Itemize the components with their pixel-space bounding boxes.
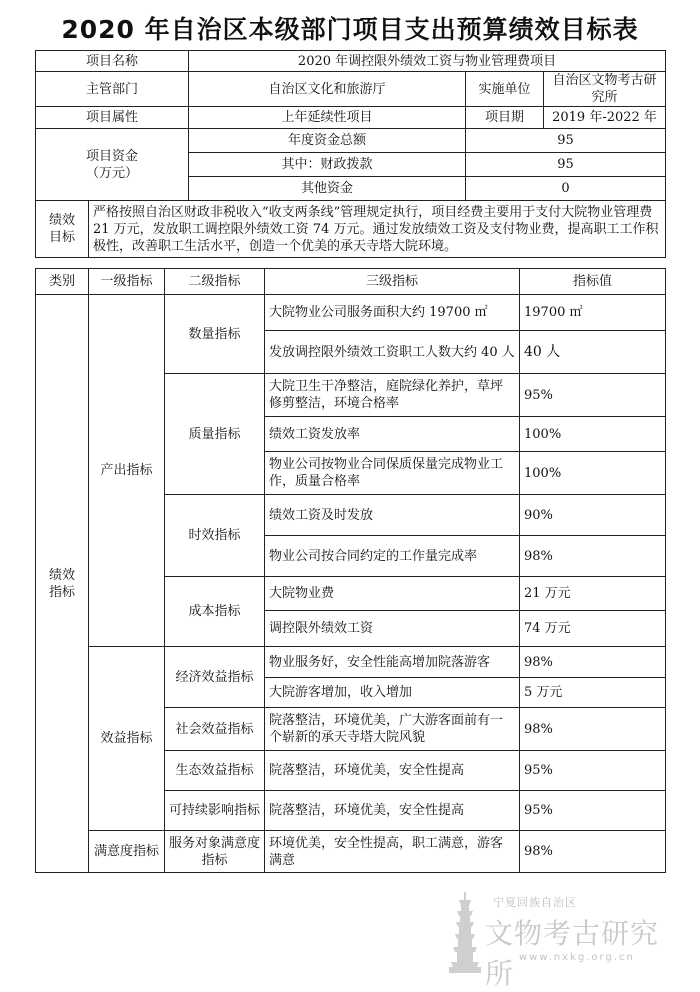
value-cell: 95% — [520, 751, 666, 791]
goal-text: 严格按照自治区财政非税收入“收支两条线”管理规定执行，项目经费主要用于支付大院物业管理费 21 万元，发放职工调控限外绩效工资 74 万元。通过发放绩效工资及支付物业费，提高职工工作积极性，改善职工生活水平，创造一个优美的承天寺塔大院环境。 — [89, 201, 666, 258]
level2-social: 社会效益指标 — [165, 708, 265, 751]
level3-cell: 大院物业费 — [265, 577, 520, 611]
funds-label — [36, 129, 189, 201]
level2-economic: 经济效益指标 — [165, 647, 265, 708]
level3-cell: 院落整洁，环境优美，安全性提高 — [265, 751, 520, 791]
level3-cell: 院落整洁，环境优美，广大游客面前有一个崭新的承天寺塔大院风貌 — [265, 708, 520, 751]
fiscal-funds-value: 95 — [466, 153, 666, 177]
value-cell: 98% — [520, 708, 666, 751]
header-value: 指标值 — [520, 269, 666, 295]
funds-label-line1: 项目资金 — [86, 148, 139, 164]
value-cell: 40 人 — [520, 331, 666, 374]
value-cell: 100% — [520, 452, 666, 495]
value-cell: 21 万元 — [520, 577, 666, 611]
project-name-value: 2020 年调控限外绩效工资与物业管理费项目 — [189, 51, 666, 72]
value-cell: 98% — [520, 647, 666, 678]
level2-ecological: 生态效益指标 — [165, 751, 265, 791]
watermark-region: 宁夏回族自治区 — [493, 896, 577, 909]
level2-cost: 成本指标 — [165, 577, 265, 647]
value-cell: 5 万元 — [520, 678, 666, 708]
header-category: 类别 — [36, 269, 89, 295]
dept-value: 自治区文化和旅游厅 — [189, 72, 466, 107]
total-funds-value: 95 — [466, 129, 666, 153]
category-line2: 指标 — [48, 584, 75, 600]
level3-cell: 物业公司按合同约定的工作量完成率 — [265, 536, 520, 577]
level3-cell: 环境优美，安全性提高，职工满意，游客满意 — [265, 831, 520, 873]
header-level1: 一级指标 — [89, 269, 165, 295]
header-level3: 三级指标 — [265, 269, 520, 295]
project-info-table — [35, 50, 666, 258]
attr-label: 项目属性 — [36, 107, 189, 129]
category-performance — [36, 295, 89, 873]
level3-cell: 院落整洁，环境优美，安全性提高 — [265, 791, 520, 831]
institute-watermark — [445, 890, 685, 990]
level1-benefit: 效益指标 — [89, 647, 165, 831]
value-cell: 90% — [520, 495, 666, 536]
value-cell: 95% — [520, 374, 666, 417]
level3-cell: 发放调控限外绩效工资职工人数大约 40 人 — [265, 331, 520, 374]
goal-label — [36, 201, 89, 258]
header-level2: 二级指标 — [165, 269, 265, 295]
value-cell: 98% — [520, 536, 666, 577]
other-funds-value: 0 — [466, 177, 666, 201]
level2-quantity: 数量指标 — [165, 295, 265, 374]
level3-cell: 大院物业公司服务面积大约 19700 ㎡ — [265, 295, 520, 331]
level1-output: 产出指标 — [89, 295, 165, 647]
level3-cell: 绩效工资及时发放 — [265, 495, 520, 536]
value-cell: 74 万元 — [520, 611, 666, 647]
level3-cell: 物业服务好，安全性能高增加院落游客 — [265, 647, 520, 678]
level3-cell: 调控限外绩效工资 — [265, 611, 520, 647]
page-title: 2020 年自治区本级部门项目支出预算绩效目标表 — [61, 15, 639, 44]
level3-cell: 大院卫生干净整洁，庭院绿化养护，草坪修剪整洁，环境合格率 — [265, 374, 520, 417]
value-cell: 19700 ㎡ — [520, 295, 666, 331]
goal-label-line1: 绩效 — [48, 213, 75, 228]
value-cell: 100% — [520, 417, 666, 452]
value-cell: 95% — [520, 791, 666, 831]
project-name-label: 项目名称 — [36, 51, 189, 72]
impl-value: 自治区文物考古研究所 — [544, 72, 666, 107]
period-label: 项目期 — [466, 107, 544, 129]
level2-service: 服务对象满意度指标 — [165, 831, 265, 873]
dept-label: 主管部门 — [36, 72, 189, 107]
value-cell: 98% — [520, 831, 666, 873]
pagoda-icon — [445, 890, 485, 980]
period-value: 2019 年-2022 年 — [544, 107, 666, 129]
fiscal-funds-label: 其中：财政拨款 — [189, 153, 466, 177]
impl-label: 实施单位 — [466, 72, 544, 107]
level3-cell: 大院游客增加，收入增加 — [265, 678, 520, 708]
level2-sustainable: 可持续影响指标 — [165, 791, 265, 831]
category-line1: 绩效 — [48, 567, 75, 583]
level2-quality: 质量指标 — [165, 374, 265, 495]
indicator-table — [35, 268, 666, 873]
level3-cell: 绩效工资发放率 — [265, 417, 520, 452]
total-funds-label: 年度资金总额 — [189, 129, 466, 153]
level3-cell: 物业公司按物业合同保质保量完成物业工作，质量合格率 — [265, 452, 520, 495]
other-funds-label: 其他资金 — [189, 177, 466, 201]
watermark-institute-name: 文物考古研究所 — [485, 917, 660, 990]
level2-timeliness: 时效指标 — [165, 495, 265, 577]
funds-label-line2: （万元） — [86, 165, 139, 181]
watermark-url: www.nxkg.org.cn — [519, 952, 635, 963]
attr-value: 上年延续性项目 — [189, 107, 466, 129]
goal-label-line2: 目标 — [48, 230, 75, 245]
level1-satisfaction: 满意度指标 — [89, 831, 165, 873]
